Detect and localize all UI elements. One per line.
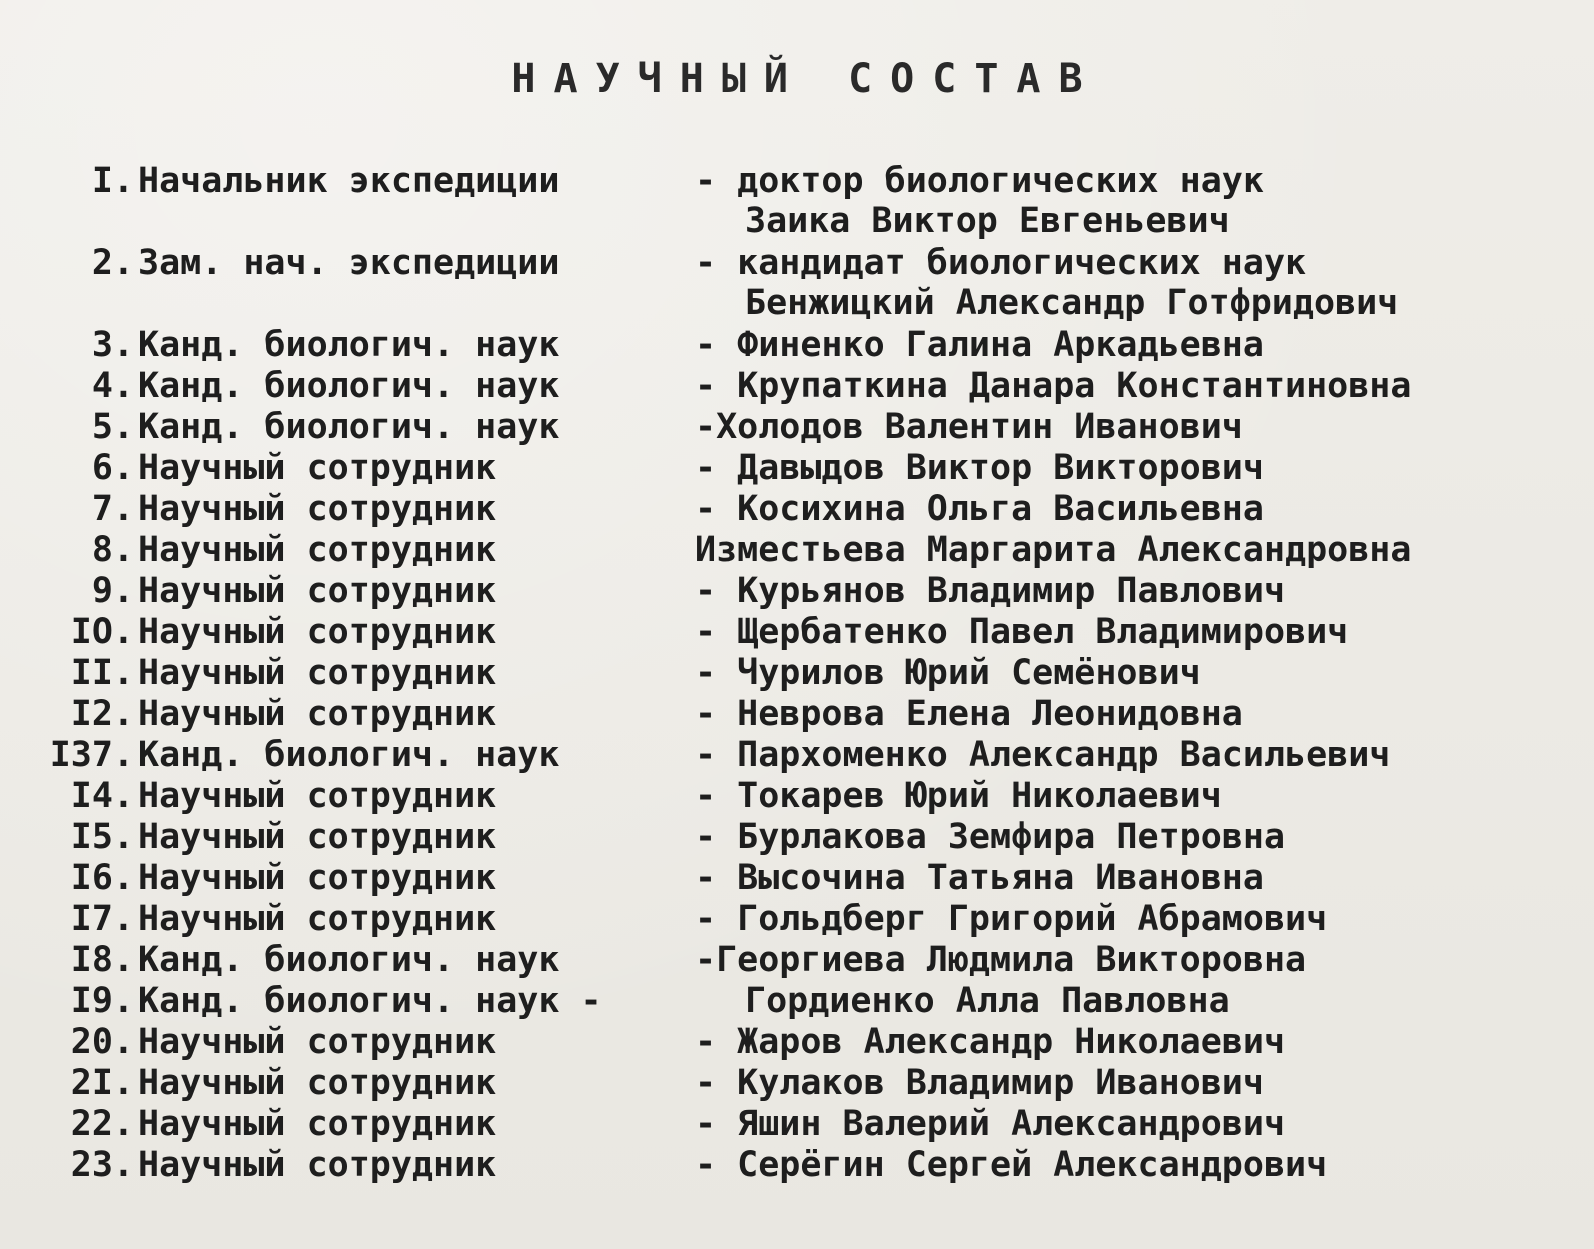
item-number: 4. xyxy=(91,366,134,406)
item-name: -Холодов Валентин Иванович xyxy=(695,407,1243,447)
item-number: I8. xyxy=(70,940,134,980)
item-number: I4. xyxy=(70,776,134,816)
item-position: Канд. биологич. наук xyxy=(138,735,560,775)
item-number: I6. xyxy=(70,858,134,898)
item-name: - Неврова Елена Леонидовна xyxy=(695,694,1243,734)
item-name: - Косихина Ольга Васильевна xyxy=(695,489,1264,529)
item-number: 2. xyxy=(91,243,134,283)
item-number: 8. xyxy=(91,530,134,570)
item-number: I5. xyxy=(70,817,134,857)
item-number: 5. xyxy=(91,407,134,447)
list-item xyxy=(0,611,1594,653)
item-number: I7. xyxy=(70,899,134,939)
item-name: - Давыдов Виктор Викторович xyxy=(695,448,1264,488)
list-item-continuation xyxy=(0,200,1594,242)
list-item xyxy=(0,693,1594,735)
list-item xyxy=(0,980,1594,1022)
item-number: 6. xyxy=(91,448,134,488)
list-item xyxy=(0,570,1594,612)
item-name: - кандидат биологических наук xyxy=(695,243,1307,283)
item-position: Научный сотрудник xyxy=(138,1145,497,1185)
item-position: Начальник экспедиции xyxy=(138,161,560,201)
item-name: - Яшин Валерий Александрович xyxy=(695,1104,1286,1144)
item-name: - Пархоменко Александр Васильевич xyxy=(695,735,1391,775)
item-number: 20. xyxy=(70,1022,134,1062)
item-number: 3. xyxy=(91,325,134,365)
list-item xyxy=(0,652,1594,694)
item-name: - Щербатенко Павел Владимирович xyxy=(695,612,1349,652)
item-name: - Бурлакова Земфира Петровна xyxy=(695,817,1286,857)
item-name: Изместьева Маргарита Александровна xyxy=(695,530,1412,570)
item-position: Канд. биологич. наук xyxy=(138,407,560,447)
list-item xyxy=(0,1021,1594,1063)
item-position: Научный сотрудник xyxy=(138,653,497,693)
item-name: - Крупаткина Данара Константиновна xyxy=(695,366,1412,406)
list-item xyxy=(0,160,1594,202)
item-position: Канд. биологич. наук xyxy=(138,940,560,980)
list-item xyxy=(0,1103,1594,1145)
item-name: Гордиенко Алла Павловна xyxy=(745,981,1230,1021)
list-item xyxy=(0,1062,1594,1104)
list-item xyxy=(0,447,1594,489)
item-number: 22. xyxy=(70,1104,134,1144)
item-position: Научный сотрудник xyxy=(138,530,497,570)
item-position: Канд. биологич. наук xyxy=(138,366,560,406)
list-item xyxy=(0,734,1594,776)
item-number: 7. xyxy=(91,489,134,529)
list-item xyxy=(0,488,1594,530)
item-position: Научный сотрудник xyxy=(138,776,497,816)
item-name: - Гольдберг Григорий Абрамович xyxy=(695,899,1328,939)
item-number: I9. xyxy=(70,981,134,1021)
list-item xyxy=(0,365,1594,407)
list-item xyxy=(0,1144,1594,1186)
item-number: 2I. xyxy=(70,1063,134,1103)
list-item xyxy=(0,898,1594,940)
item-position: Научный сотрудник xyxy=(138,612,497,652)
list-item xyxy=(0,529,1594,571)
item-position: Научный сотрудник xyxy=(138,1063,497,1103)
item-position: Научный сотрудник xyxy=(138,1022,497,1062)
item-number: I. xyxy=(91,161,134,201)
item-number: II. xyxy=(70,653,134,693)
list-item xyxy=(0,816,1594,858)
list-item xyxy=(0,857,1594,899)
item-position: Научный сотрудник xyxy=(138,694,497,734)
item-position: Научный сотрудник xyxy=(138,571,497,611)
item-name: -Георгиева Людмила Викторовна xyxy=(695,940,1307,980)
item-number: I2. xyxy=(70,694,134,734)
list-item xyxy=(0,242,1594,284)
item-position: Канд. биологич. наук xyxy=(138,325,560,365)
item-number: 23. xyxy=(70,1145,134,1185)
list-item xyxy=(0,406,1594,448)
item-name: - доктор биологических наук xyxy=(695,161,1264,201)
item-name: - Кулаков Владимир Иванович xyxy=(695,1063,1264,1103)
list-item xyxy=(0,939,1594,981)
item-number: I37. xyxy=(49,735,134,775)
item-name: - Чурилов Юрий Семёнович xyxy=(695,653,1201,693)
item-position: Научный сотрудник xyxy=(138,899,497,939)
item-name: - Токарев Юрий Николаевич xyxy=(695,776,1222,816)
item-name-continuation: Бенжицкий Александр Готфридович xyxy=(745,283,1399,323)
item-position: Зам. нач. экспедиции xyxy=(138,243,560,283)
item-position: Научный сотрудник xyxy=(138,448,497,488)
item-name: - Финенко Галина Аркадьевна xyxy=(695,325,1264,365)
item-number: 9. xyxy=(91,571,134,611)
item-name-continuation: Заика Виктор Евгеньевич xyxy=(745,201,1230,241)
list-item-continuation xyxy=(0,282,1594,324)
item-name: - Курьянов Владимир Павлович xyxy=(695,571,1286,611)
item-position: Научный сотрудник xyxy=(138,817,497,857)
item-position: Научный сотрудник xyxy=(138,858,497,898)
list-item xyxy=(0,775,1594,817)
item-name: - Высочина Татьяна Ивановна xyxy=(695,858,1264,898)
item-position: Канд. биологич. наук - xyxy=(138,981,602,1021)
item-position: Научный сотрудник xyxy=(138,1104,497,1144)
item-position: Научный сотрудник xyxy=(138,489,497,529)
page-title: НАУЧНЫЙ СОСТАВ xyxy=(511,56,1101,102)
item-name: - Серёгин Сергей Александрович xyxy=(695,1145,1328,1185)
item-number: IO. xyxy=(70,612,134,652)
list-item xyxy=(0,324,1594,366)
item-name: - Жаров Александр Николаевич xyxy=(695,1022,1286,1062)
